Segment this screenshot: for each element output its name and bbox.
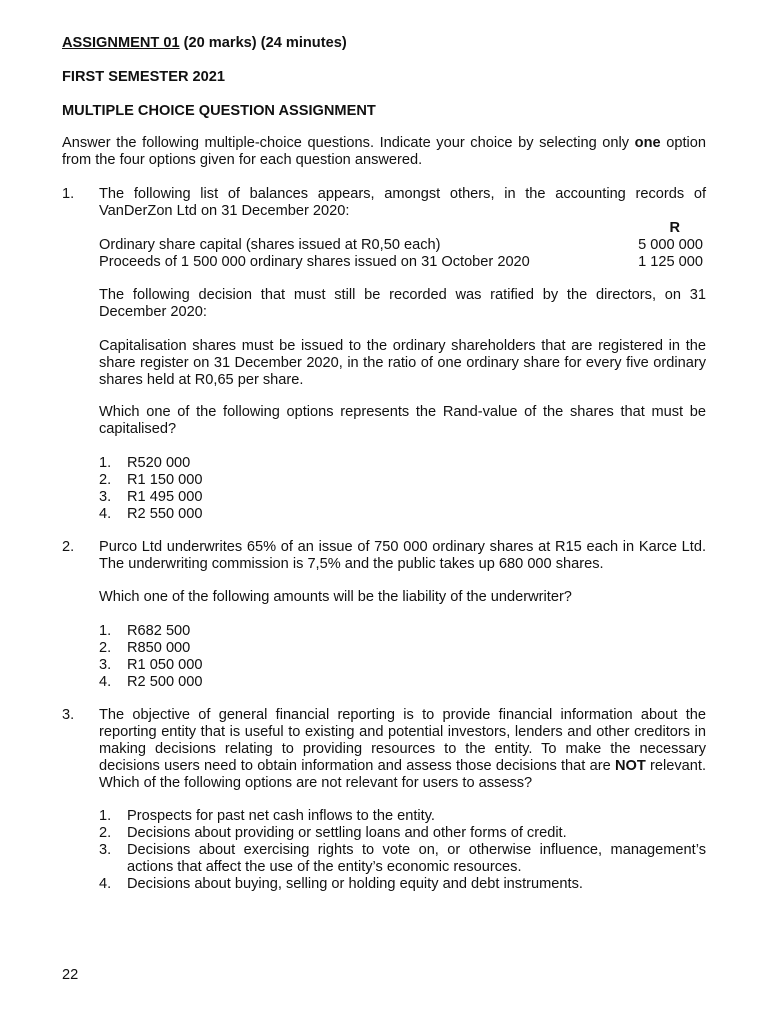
question-paragraph: The following decision that must still be recorded was ratified by the directors, on 31 December 2020: — [99, 287, 706, 320]
option-number: 1. — [99, 808, 112, 824]
question-intro: The following list of balances appears, amongst others, in the accounting records of VanDerZon Ltd on 31 December 2020: — [99, 186, 706, 219]
balance-amount: 1 125 000 — [638, 254, 703, 270]
option-text: Prospects for past net cash inflows to the entity. — [127, 808, 435, 824]
option-number: 1. — [99, 455, 112, 471]
question-intro — [99, 707, 706, 792]
question-intro: Purco Ltd underwrites 65% of an issue of 750 000 ordinary shares at R15 each in Karce Ltd. The underwriting commission is 7,5% and the public takes up 680 000 shares. — [99, 539, 706, 572]
option-number: 4. — [99, 506, 112, 522]
option-text: R1 150 000 — [127, 472, 203, 488]
option-number: 2. — [99, 640, 112, 656]
instructions — [62, 135, 706, 169]
option-text: Decisions about buying, selling or holding equity and debt instruments. — [127, 876, 583, 892]
options-list — [99, 623, 706, 691]
question-number: 2. — [62, 539, 75, 555]
balance-row — [99, 254, 706, 271]
assignment-title — [62, 35, 347, 52]
question-intro-text: The objective of general financial reporting is to provide financial information about the reporting entity that is useful to existing and potential investors, lenders and other creditors in making decisions relating to providing resources to the entity. To make the necessary decisions users need to obtain information and assess those decisions that are — [99, 707, 706, 774]
option-text: R850 000 — [127, 640, 191, 656]
instructions-emphasis: one — [634, 135, 661, 151]
option-text: Decisions about exercising rights to vote on, or otherwise influence, management’s actions that affect the use of the entity’s economic resources. — [127, 842, 706, 875]
instructions-text-end: option from the four options given for each question answered. — [62, 135, 706, 168]
option-text: R2 550 000 — [127, 506, 203, 522]
assignment-label: ASSIGNMENT 01 — [62, 35, 180, 51]
balance-label: Ordinary share capital (shares issued at R0,50 each) — [99, 237, 441, 253]
option-1[interactable] — [99, 455, 706, 472]
balance-row — [99, 237, 706, 254]
options-list — [99, 808, 706, 893]
option-number: 2. — [99, 472, 112, 488]
option-1[interactable] — [99, 808, 706, 825]
option-text: Decisions about providing or settling loans and other forms of credit. — [127, 825, 567, 841]
question-number: 3. — [62, 707, 75, 723]
option-text: R520 000 — [127, 455, 191, 471]
page-number: 22 — [62, 967, 79, 983]
balances-table — [99, 220, 706, 271]
option-number: 4. — [99, 876, 112, 892]
semester-heading: FIRST SEMESTER 2021 — [62, 69, 226, 85]
option-number: 1. — [99, 623, 112, 639]
option-1[interactable] — [99, 623, 706, 640]
instructions-text: Answer the following multiple-choice questions. Indicate your choice by selecting only — [62, 135, 635, 151]
option-text: R2 500 000 — [127, 674, 203, 690]
question-paragraph: Capitalisation shares must be issued to the ordinary shareholders that are registered in the share register on 31 December 2020, in the ratio of one ordinary share for every five ordinary shares held at R0,65 per share. — [99, 338, 706, 388]
option-3[interactable] — [99, 657, 706, 674]
question-intro-text-end: relevant. Which of the following options are not relevant for users to assess? — [99, 758, 706, 791]
option-2[interactable] — [99, 825, 706, 842]
option-text: R682 500 — [127, 623, 191, 639]
assignment-marks-time: (20 marks) (24 minutes) — [179, 35, 347, 51]
question-prompt: Which one of the following amounts will be the liability of the underwriter? — [99, 589, 572, 605]
options-list — [99, 455, 706, 523]
option-number: 3. — [99, 657, 112, 673]
option-3[interactable] — [99, 489, 706, 506]
option-2[interactable] — [99, 640, 706, 657]
option-number: 3. — [99, 842, 112, 858]
question-prompt: Which one of the following options represents the Rand-value of the shares that must be capitalised? — [99, 404, 706, 437]
balance-amount: 5 000 000 — [638, 237, 703, 253]
option-4[interactable] — [99, 506, 706, 523]
option-number: 3. — [99, 489, 112, 505]
currency-header: R — [669, 220, 680, 236]
option-3[interactable] — [99, 842, 706, 876]
balance-label: Proceeds of 1 500 000 ordinary shares issued on 31 October 2020 — [99, 254, 530, 270]
option-number: 4. — [99, 674, 112, 690]
option-text: R1 495 000 — [127, 489, 203, 505]
question-intro-emphasis: NOT — [614, 758, 646, 774]
option-number: 2. — [99, 825, 112, 841]
option-2[interactable] — [99, 472, 706, 489]
option-4[interactable] — [99, 674, 706, 691]
assignment-type-heading: MULTIPLE CHOICE QUESTION ASSIGNMENT — [62, 103, 376, 119]
option-text: R1 050 000 — [127, 657, 203, 673]
option-4[interactable] — [99, 876, 706, 893]
question-number: 1. — [62, 186, 75, 202]
